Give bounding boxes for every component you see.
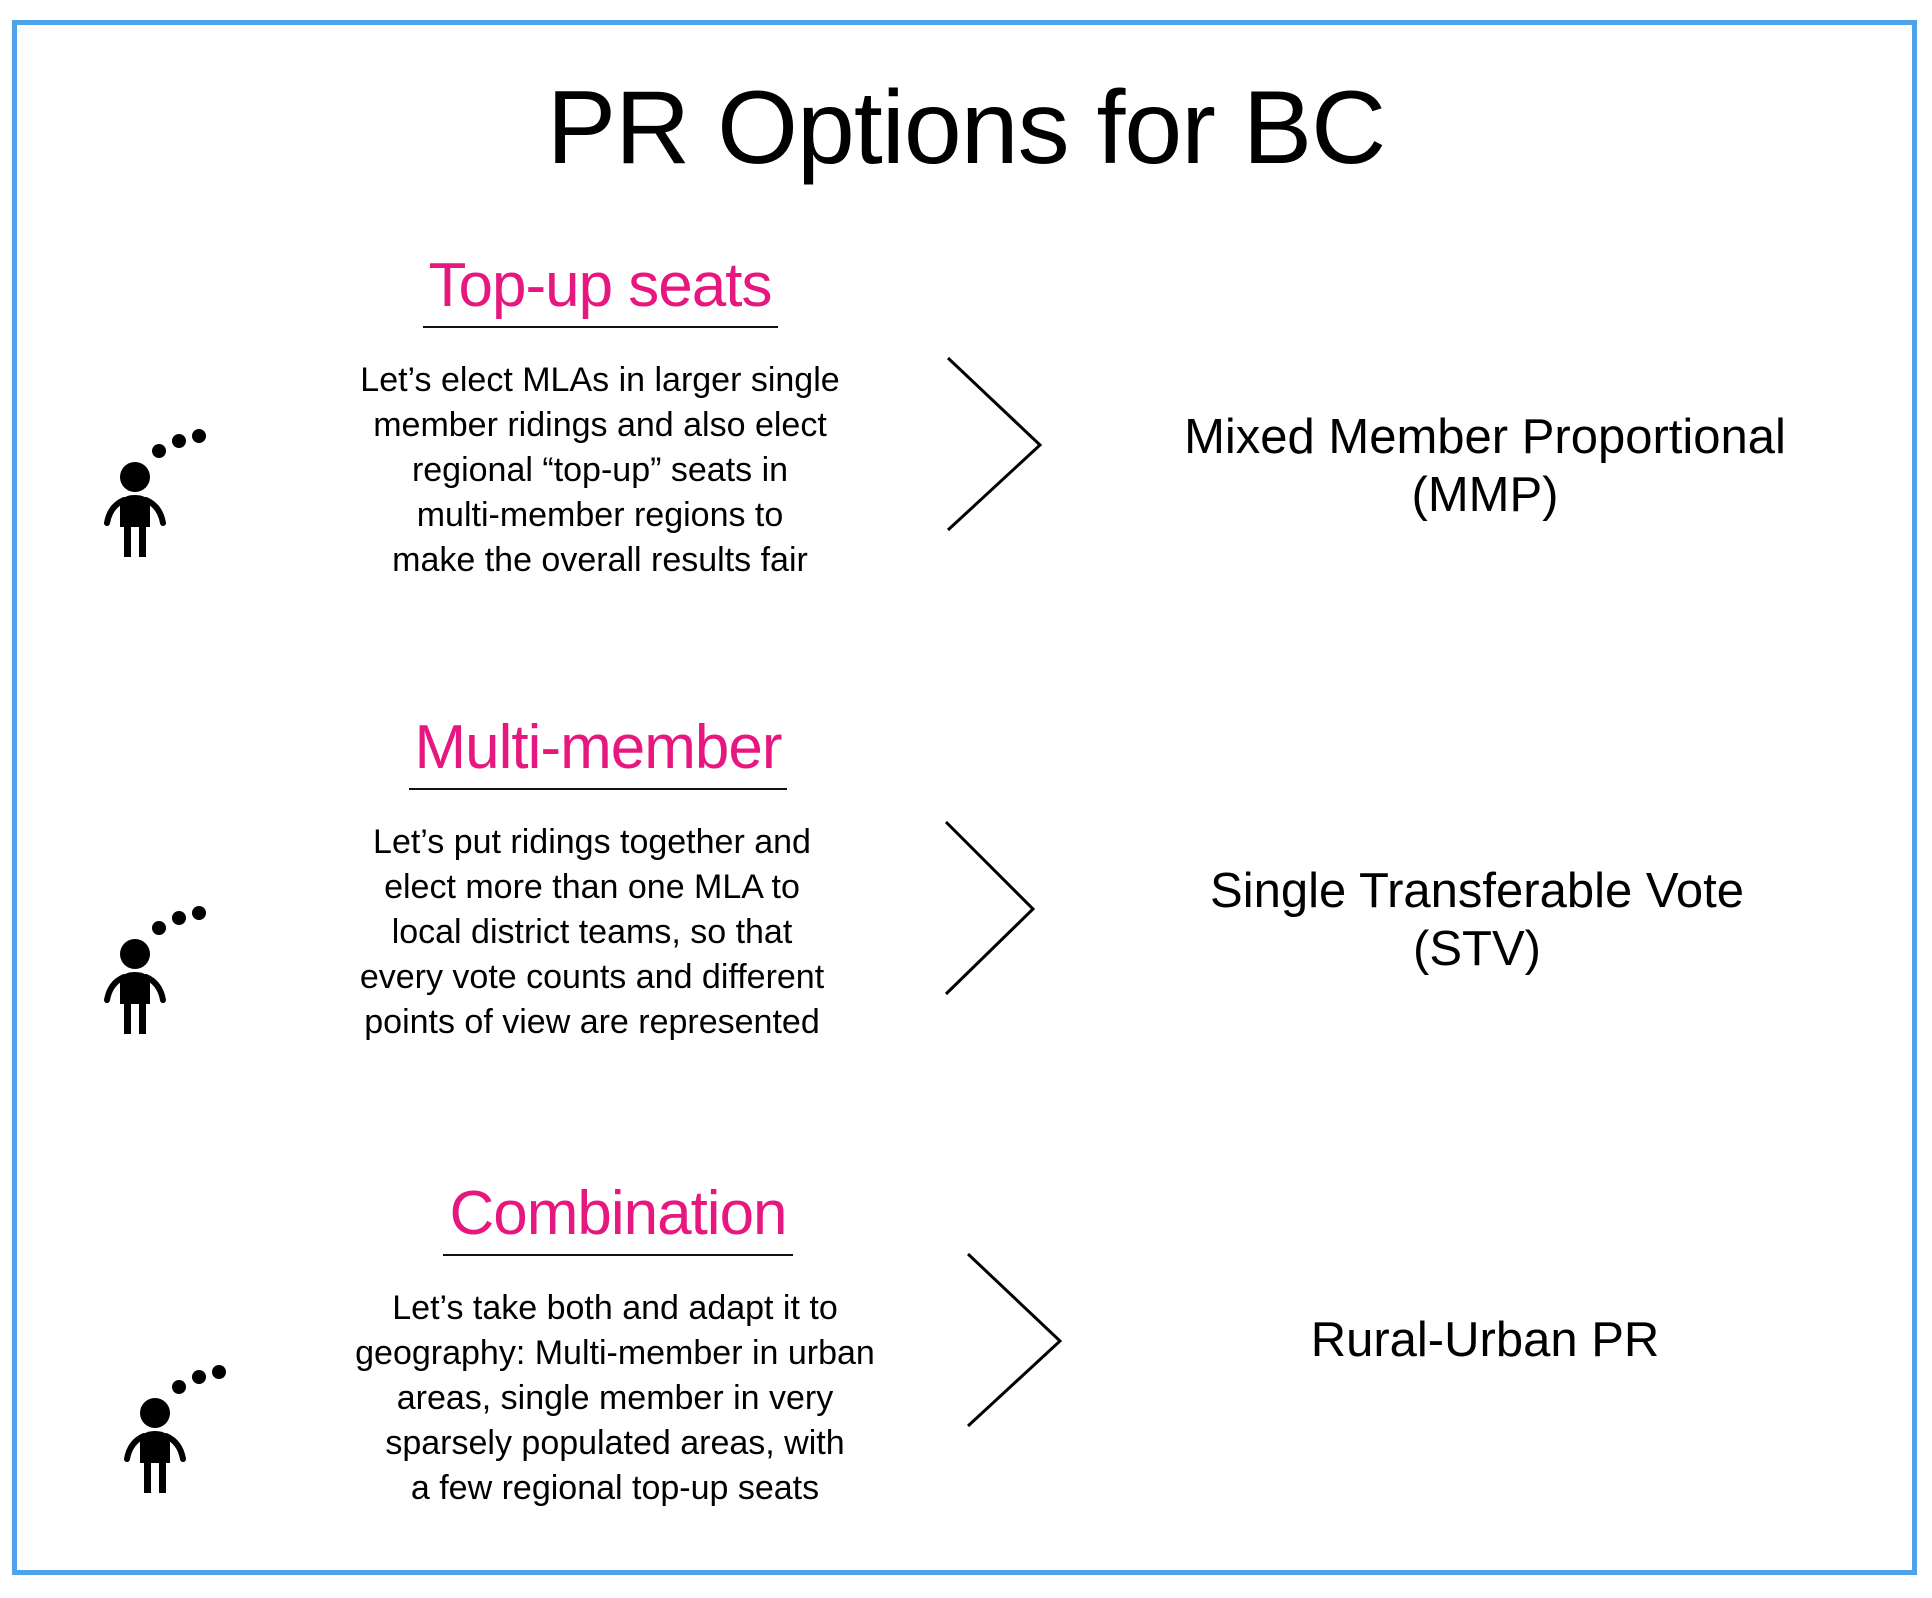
option-result: Rural-Urban PR bbox=[1310, 1313, 1660, 1367]
chevron-right-icon bbox=[943, 819, 1053, 999]
option-row-combination bbox=[0, 1178, 1932, 1598]
option-heading: Multi-member bbox=[409, 712, 788, 790]
page-title: PR Options for BC bbox=[546, 70, 1386, 186]
person-thinking-icon bbox=[92, 400, 252, 560]
option-result: Mixed Member Proportional (MMP) bbox=[1184, 410, 1786, 522]
option-description: Let’s take both and adapt it to geography: Multi-member in urban areas, single member in very sparsely populated areas, with a few regional top-up seats bbox=[355, 1289, 875, 1507]
option-heading: Top-up seats bbox=[423, 250, 778, 328]
person-thinking-icon bbox=[92, 877, 252, 1037]
person-thinking-icon bbox=[112, 1336, 272, 1496]
option-row-multi-member bbox=[0, 712, 1932, 1132]
chevron-right-icon bbox=[945, 355, 1055, 535]
option-description: Let’s elect MLAs in larger single member ridings and also elect regional “top-up” seats in multi-member regions to make the overall results fair bbox=[360, 361, 840, 579]
option-heading: Combination bbox=[443, 1178, 792, 1256]
option-row-top-up bbox=[0, 250, 1932, 670]
option-result: Single Transferable Vote (STV) bbox=[1210, 864, 1744, 976]
chevron-right-icon bbox=[965, 1251, 1075, 1431]
option-description: Let’s put ridings together and elect more than one MLA to local district teams, so that every vote counts and different points of view are represented bbox=[359, 823, 825, 1041]
